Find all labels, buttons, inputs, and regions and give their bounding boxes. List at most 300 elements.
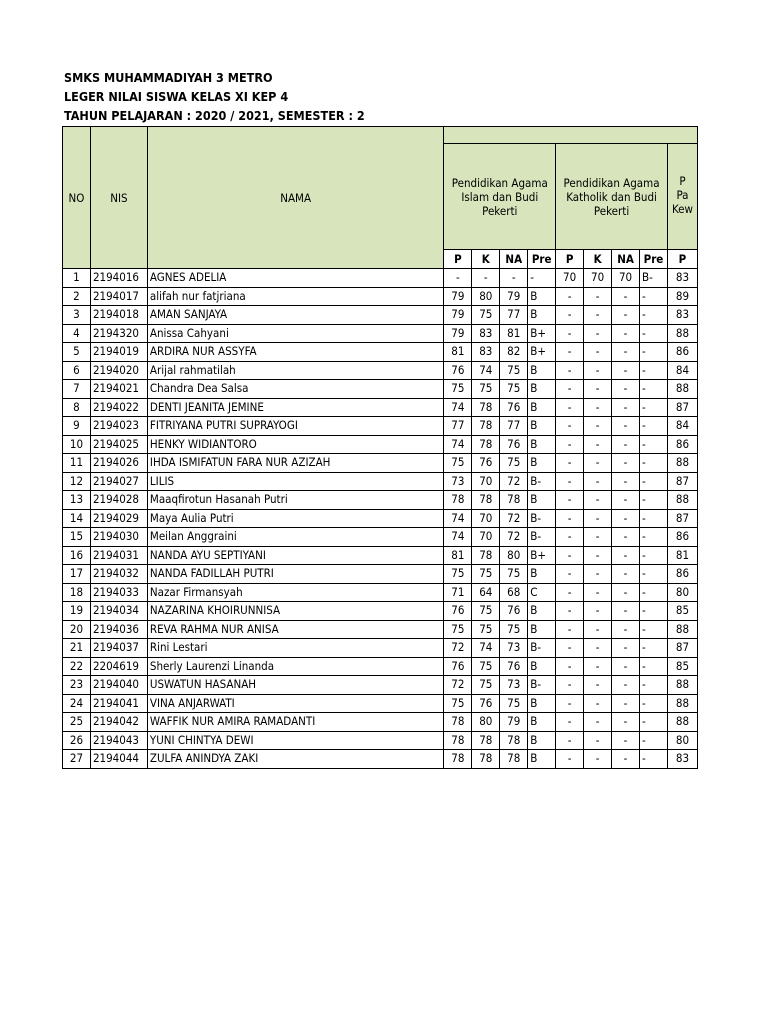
cell-katholik-k: - — [584, 657, 612, 676]
cell-islam-p: 72 — [444, 639, 472, 658]
table-row — [63, 361, 698, 380]
student-rows — [63, 269, 698, 769]
cell-islam-pre: B- — [528, 509, 556, 528]
cell-no: 3 — [63, 306, 91, 325]
cell-pkn-p: 84 — [667, 361, 697, 380]
cell-pkn-p: 87 — [667, 398, 697, 417]
cell-islam-k: 75 — [472, 602, 500, 621]
cell-katholik-p: - — [556, 528, 584, 547]
cell-katholik-na: - — [612, 398, 640, 417]
cell-islam-k: 75 — [472, 620, 500, 639]
table-row — [63, 694, 698, 713]
cell-katholik-pre: - — [640, 417, 668, 436]
cell-islam-k: 78 — [472, 750, 500, 769]
cell-katholik-pre: - — [640, 398, 668, 417]
cell-katholik-p: - — [556, 694, 584, 713]
cell-islam-p: 81 — [444, 343, 472, 362]
cell-islam-k: 78 — [472, 731, 500, 750]
cell-no: 17 — [63, 565, 91, 584]
cell-islam-pre: B- — [528, 639, 556, 658]
cell-islam-p: 76 — [444, 361, 472, 380]
cell-nama: Sherly Laurenzi Linanda — [147, 657, 444, 676]
cell-pkn-p: 88 — [667, 380, 697, 399]
table-row — [63, 676, 698, 695]
cell-katholik-k: - — [584, 343, 612, 362]
cell-no: 13 — [63, 491, 91, 510]
sub-header-p: P — [556, 250, 584, 269]
table-row — [63, 546, 698, 565]
cell-no: 21 — [63, 639, 91, 658]
cell-islam-k: 70 — [472, 528, 500, 547]
cell-katholik-p: - — [556, 491, 584, 510]
cell-katholik-na: - — [612, 639, 640, 658]
cell-islam-pre: B+ — [528, 546, 556, 565]
cell-nis: 2194028 — [90, 491, 147, 510]
cell-katholik-na: 70 — [612, 269, 640, 288]
cell-katholik-pre: - — [640, 472, 668, 491]
cell-no: 24 — [63, 694, 91, 713]
cell-nama: ZULFA ANINDYA ZAKI — [147, 750, 444, 769]
cell-pkn-p: 83 — [667, 306, 697, 325]
sub-header-p: P — [444, 250, 472, 269]
cell-katholik-k: - — [584, 380, 612, 399]
cell-katholik-k: - — [584, 398, 612, 417]
cell-katholik-k: - — [584, 750, 612, 769]
table-row — [63, 639, 698, 658]
cell-no: 10 — [63, 435, 91, 454]
table-row — [63, 602, 698, 621]
cell-no: 23 — [63, 676, 91, 695]
cell-katholik-pre: - — [640, 324, 668, 343]
cell-nis: 2194044 — [90, 750, 147, 769]
cell-katholik-p: - — [556, 380, 584, 399]
table-row — [63, 269, 698, 288]
cell-nama: DENTI JEANITA JEMINE — [147, 398, 444, 417]
cell-islam-pre: B- — [528, 676, 556, 695]
table-row — [63, 713, 698, 732]
academic-year: TAHUN PELAJARAN : 2020 / 2021, SEMESTER : 2 — [64, 108, 365, 123]
cell-katholik-na: - — [612, 583, 640, 602]
cell-no: 26 — [63, 731, 91, 750]
cell-katholik-p: - — [556, 713, 584, 732]
cell-islam-k: 78 — [472, 491, 500, 510]
cell-nis: 2194023 — [90, 417, 147, 436]
cell-no: 20 — [63, 620, 91, 639]
sub-header-p: P — [667, 250, 697, 269]
cell-katholik-p: - — [556, 472, 584, 491]
cell-katholik-na: - — [612, 528, 640, 547]
cell-pkn-p: 89 — [667, 287, 697, 306]
cell-katholik-na: - — [612, 509, 640, 528]
cell-katholik-k: - — [584, 454, 612, 473]
cell-islam-k: 70 — [472, 472, 500, 491]
cell-islam-k: 83 — [472, 343, 500, 362]
cell-nis: 2194016 — [90, 269, 147, 288]
cell-katholik-pre: - — [640, 713, 668, 732]
cell-katholik-na: - — [612, 657, 640, 676]
cell-islam-k: 76 — [472, 694, 500, 713]
cell-katholik-pre: - — [640, 731, 668, 750]
cell-nis: 2194041 — [90, 694, 147, 713]
cell-islam-na: 73 — [500, 676, 528, 695]
cell-katholik-na: - — [612, 676, 640, 695]
cell-no: 25 — [63, 713, 91, 732]
cell-katholik-p: - — [556, 343, 584, 362]
cell-katholik-p: - — [556, 750, 584, 769]
cell-katholik-p: - — [556, 583, 584, 602]
cell-pkn-p: 88 — [667, 454, 697, 473]
table-row — [63, 380, 698, 399]
cell-katholik-k: - — [584, 528, 612, 547]
cell-katholik-na: - — [612, 565, 640, 584]
cell-islam-p: 74 — [444, 398, 472, 417]
cell-islam-na: - — [500, 269, 528, 288]
cell-katholik-k: - — [584, 306, 612, 325]
cell-islam-k: 75 — [472, 676, 500, 695]
cell-islam-pre: B — [528, 694, 556, 713]
cell-katholik-na: - — [612, 324, 640, 343]
cell-nis: 2194033 — [90, 583, 147, 602]
cell-islam-na: 75 — [500, 380, 528, 399]
cell-nis: 2194020 — [90, 361, 147, 380]
grade-table-viewport — [62, 126, 698, 776]
cell-islam-k: 83 — [472, 324, 500, 343]
cell-katholik-pre: - — [640, 509, 668, 528]
cell-nama: ARDIRA NUR ASSYFA — [147, 343, 444, 362]
cell-islam-p: 78 — [444, 491, 472, 510]
cell-pkn-p: 86 — [667, 565, 697, 584]
cell-katholik-na: - — [612, 417, 640, 436]
cell-katholik-na: - — [612, 713, 640, 732]
table-row — [63, 657, 698, 676]
cell-islam-na: 78 — [500, 750, 528, 769]
cell-islam-na: 81 — [500, 324, 528, 343]
cell-islam-na: 68 — [500, 583, 528, 602]
cell-no: 22 — [63, 657, 91, 676]
cell-islam-p: 75 — [444, 380, 472, 399]
cell-nis: 2194037 — [90, 639, 147, 658]
col-group-agama-islam: Pendidikan Agama Islam dan Budi Pekerti — [444, 144, 556, 250]
cell-islam-pre: C — [528, 583, 556, 602]
cell-nis: 2194026 — [90, 454, 147, 473]
cell-pkn-p: 87 — [667, 639, 697, 658]
cell-pkn-p: 85 — [667, 657, 697, 676]
cell-islam-na: 73 — [500, 639, 528, 658]
sub-header-pre: Pre — [640, 250, 668, 269]
cell-nis: 2194043 — [90, 731, 147, 750]
table-row — [63, 435, 698, 454]
cell-nama: NANDA FADILLAH PUTRI — [147, 565, 444, 584]
cell-islam-pre: B- — [528, 472, 556, 491]
col-header-no: NO — [63, 127, 91, 269]
cell-no: 14 — [63, 509, 91, 528]
cell-katholik-k: - — [584, 324, 612, 343]
cell-katholik-p: - — [556, 306, 584, 325]
cell-pkn-p: 84 — [667, 417, 697, 436]
cell-katholik-k: - — [584, 639, 612, 658]
cell-islam-na: 76 — [500, 657, 528, 676]
cell-katholik-k: - — [584, 731, 612, 750]
table-row — [63, 750, 698, 769]
cell-islam-p: 77 — [444, 417, 472, 436]
cell-nis: 2194025 — [90, 435, 147, 454]
cell-nis: 2194022 — [90, 398, 147, 417]
cell-katholik-na: - — [612, 750, 640, 769]
cell-islam-na: 79 — [500, 287, 528, 306]
cell-islam-p: - — [444, 269, 472, 288]
cell-katholik-na: - — [612, 361, 640, 380]
cell-nama: NANDA AYU SEPTIYANI — [147, 546, 444, 565]
cell-islam-na: 72 — [500, 509, 528, 528]
cell-katholik-p: - — [556, 620, 584, 639]
cell-islam-k: 70 — [472, 509, 500, 528]
cell-katholik-k: - — [584, 620, 612, 639]
cell-nis: 2194320 — [90, 324, 147, 343]
cell-no: 11 — [63, 454, 91, 473]
col-header-nama: NAMA — [147, 127, 444, 269]
table-row — [63, 731, 698, 750]
cell-islam-pre: B — [528, 306, 556, 325]
cell-nis: 2204619 — [90, 657, 147, 676]
subject-group-bar — [444, 127, 698, 144]
sub-header-k: K — [584, 250, 612, 269]
cell-islam-k: 74 — [472, 361, 500, 380]
cell-nama: USWATUN HASANAH — [147, 676, 444, 695]
cell-katholik-k: - — [584, 713, 612, 732]
cell-katholik-pre: - — [640, 343, 668, 362]
cell-katholik-k: - — [584, 491, 612, 510]
cell-islam-pre: B — [528, 602, 556, 621]
cell-katholik-p: - — [556, 361, 584, 380]
cell-nis: 2194032 — [90, 565, 147, 584]
cell-katholik-k: - — [584, 361, 612, 380]
cell-islam-pre: B — [528, 565, 556, 584]
cell-nama: Rini Lestari — [147, 639, 444, 658]
sub-header-na: NA — [500, 250, 528, 269]
cell-katholik-k: - — [584, 417, 612, 436]
cell-katholik-pre: - — [640, 694, 668, 713]
cell-islam-k: 78 — [472, 398, 500, 417]
cell-katholik-pre: - — [640, 454, 668, 473]
cell-no: 6 — [63, 361, 91, 380]
cell-islam-p: 76 — [444, 602, 472, 621]
cell-islam-k: 75 — [472, 306, 500, 325]
cell-nis: 2194019 — [90, 343, 147, 362]
cell-nama: Maya Aulia Putri — [147, 509, 444, 528]
cell-nis: 2194036 — [90, 620, 147, 639]
cell-islam-p: 75 — [444, 565, 472, 584]
cell-no: 15 — [63, 528, 91, 547]
school-name: SMKS MUHAMMADIYAH 3 METRO — [64, 70, 273, 85]
cell-islam-p: 72 — [444, 676, 472, 695]
cell-katholik-p: 70 — [556, 269, 584, 288]
cell-nama: Maaqfirotun Hasanah Putri — [147, 491, 444, 510]
table-row — [63, 343, 698, 362]
cell-katholik-k: - — [584, 602, 612, 621]
table-row — [63, 287, 698, 306]
cell-katholik-p: - — [556, 602, 584, 621]
table-row — [63, 472, 698, 491]
cell-pkn-p: 88 — [667, 713, 697, 732]
cell-nama: FITRIYANA PUTRI SUPRAYOGI — [147, 417, 444, 436]
cell-pkn-p: 81 — [667, 546, 697, 565]
cell-islam-k: 80 — [472, 713, 500, 732]
cell-islam-p: 78 — [444, 750, 472, 769]
cell-no: 16 — [63, 546, 91, 565]
table-row — [63, 398, 698, 417]
cell-no: 9 — [63, 417, 91, 436]
cell-nama: REVA RAHMA NUR ANISA — [147, 620, 444, 639]
cell-katholik-p: - — [556, 639, 584, 658]
cell-katholik-pre: B- — [640, 269, 668, 288]
cell-katholik-pre: - — [640, 639, 668, 658]
cell-pkn-p: 83 — [667, 750, 697, 769]
cell-nama: IHDA ISMIFATUN FARA NUR AZIZAH — [147, 454, 444, 473]
cell-islam-k: 76 — [472, 454, 500, 473]
cell-islam-p: 78 — [444, 713, 472, 732]
document-title: LEGER NILAI SISWA KELAS XI KEP 4 — [64, 89, 289, 104]
cell-katholik-k: - — [584, 435, 612, 454]
cell-nama: LILIS — [147, 472, 444, 491]
cell-nis: 2194034 — [90, 602, 147, 621]
cell-islam-na: 75 — [500, 361, 528, 380]
table-row — [63, 620, 698, 639]
cell-no: 19 — [63, 602, 91, 621]
cell-nis: 2194018 — [90, 306, 147, 325]
cell-katholik-pre: - — [640, 491, 668, 510]
cell-islam-pre: B — [528, 454, 556, 473]
cell-islam-na: 75 — [500, 565, 528, 584]
cell-pkn-p: 88 — [667, 694, 697, 713]
col-group-pkn-partial: P Pa Kew — [667, 144, 697, 250]
cell-islam-p: 79 — [444, 306, 472, 325]
cell-islam-pre: B — [528, 713, 556, 732]
cell-katholik-k: 70 — [584, 269, 612, 288]
cell-islam-na: 79 — [500, 713, 528, 732]
cell-katholik-k: - — [584, 472, 612, 491]
cell-islam-p: 81 — [444, 546, 472, 565]
col-group-agama-katholik: Pendidikan Agama Katholik dan Budi Pekerti — [556, 144, 668, 250]
cell-islam-na: 76 — [500, 398, 528, 417]
cell-katholik-p: - — [556, 676, 584, 695]
cell-islam-na: 75 — [500, 454, 528, 473]
cell-katholik-pre: - — [640, 435, 668, 454]
cell-islam-na: 75 — [500, 620, 528, 639]
cell-katholik-p: - — [556, 657, 584, 676]
cell-islam-k: 78 — [472, 546, 500, 565]
cell-nama: YUNI CHINTYA DEWI — [147, 731, 444, 750]
cell-katholik-na: - — [612, 694, 640, 713]
cell-katholik-na: - — [612, 380, 640, 399]
cell-katholik-p: - — [556, 417, 584, 436]
cell-islam-pre: B — [528, 435, 556, 454]
cell-nama: Arijal rahmatilah — [147, 361, 444, 380]
cell-katholik-na: - — [612, 620, 640, 639]
sub-header-pre: Pre — [528, 250, 556, 269]
cell-katholik-pre: - — [640, 528, 668, 547]
cell-islam-p: 79 — [444, 324, 472, 343]
cell-nama: Chandra Dea Salsa — [147, 380, 444, 399]
cell-pkn-p: 88 — [667, 324, 697, 343]
cell-katholik-na: - — [612, 731, 640, 750]
cell-katholik-k: - — [584, 676, 612, 695]
cell-islam-na: 77 — [500, 306, 528, 325]
cell-islam-pre: - — [528, 269, 556, 288]
cell-islam-k: 75 — [472, 657, 500, 676]
cell-islam-p: 71 — [444, 583, 472, 602]
cell-katholik-p: - — [556, 454, 584, 473]
cell-nama: VINA ANJARWATI — [147, 694, 444, 713]
cell-nis: 2194042 — [90, 713, 147, 732]
cell-no: 5 — [63, 343, 91, 362]
cell-islam-na: 72 — [500, 528, 528, 547]
cell-katholik-p: - — [556, 731, 584, 750]
cell-islam-p: 74 — [444, 435, 472, 454]
cell-katholik-pre: - — [640, 620, 668, 639]
cell-islam-k: 78 — [472, 435, 500, 454]
cell-nama: NAZARINA KHOIRUNNISA — [147, 602, 444, 621]
cell-islam-na: 80 — [500, 546, 528, 565]
cell-pkn-p: 86 — [667, 435, 697, 454]
cell-nama: WAFFIK NUR AMIRA RAMADANTI — [147, 713, 444, 732]
cell-islam-na: 72 — [500, 472, 528, 491]
cell-katholik-na: - — [612, 472, 640, 491]
cell-katholik-k: - — [584, 287, 612, 306]
cell-pkn-p: 85 — [667, 602, 697, 621]
cell-nama: Nazar Firmansyah — [147, 583, 444, 602]
cell-katholik-k: - — [584, 509, 612, 528]
cell-katholik-na: - — [612, 602, 640, 621]
cell-islam-k: 78 — [472, 417, 500, 436]
cell-katholik-pre: - — [640, 750, 668, 769]
cell-islam-pre: B — [528, 620, 556, 639]
cell-islam-na: 82 — [500, 343, 528, 362]
cell-katholik-pre: - — [640, 602, 668, 621]
cell-pkn-p: 80 — [667, 731, 697, 750]
cell-katholik-na: - — [612, 454, 640, 473]
cell-islam-p: 78 — [444, 731, 472, 750]
cell-nis: 2194021 — [90, 380, 147, 399]
cell-islam-k: 75 — [472, 380, 500, 399]
cell-pkn-p: 87 — [667, 509, 697, 528]
table-row — [63, 417, 698, 436]
cell-no: 7 — [63, 380, 91, 399]
sub-header-na: NA — [612, 250, 640, 269]
cell-pkn-p: 80 — [667, 583, 697, 602]
cell-pkn-p: 83 — [667, 269, 697, 288]
table-row — [63, 565, 698, 584]
cell-pkn-p: 88 — [667, 676, 697, 695]
table-row — [63, 454, 698, 473]
cell-katholik-pre: - — [640, 546, 668, 565]
sub-header-k: K — [472, 250, 500, 269]
cell-katholik-na: - — [612, 306, 640, 325]
cell-islam-p: 74 — [444, 528, 472, 547]
cell-islam-pre: B — [528, 287, 556, 306]
cell-nama: Meilan Anggraini — [147, 528, 444, 547]
cell-katholik-p: - — [556, 398, 584, 417]
cell-katholik-pre: - — [640, 361, 668, 380]
cell-islam-p: 79 — [444, 287, 472, 306]
cell-islam-pre: B — [528, 361, 556, 380]
table-row — [63, 509, 698, 528]
cell-katholik-na: - — [612, 435, 640, 454]
table-row — [63, 583, 698, 602]
cell-islam-k: 74 — [472, 639, 500, 658]
cell-katholik-p: - — [556, 546, 584, 565]
cell-katholik-pre: - — [640, 306, 668, 325]
cell-islam-na: 78 — [500, 491, 528, 510]
